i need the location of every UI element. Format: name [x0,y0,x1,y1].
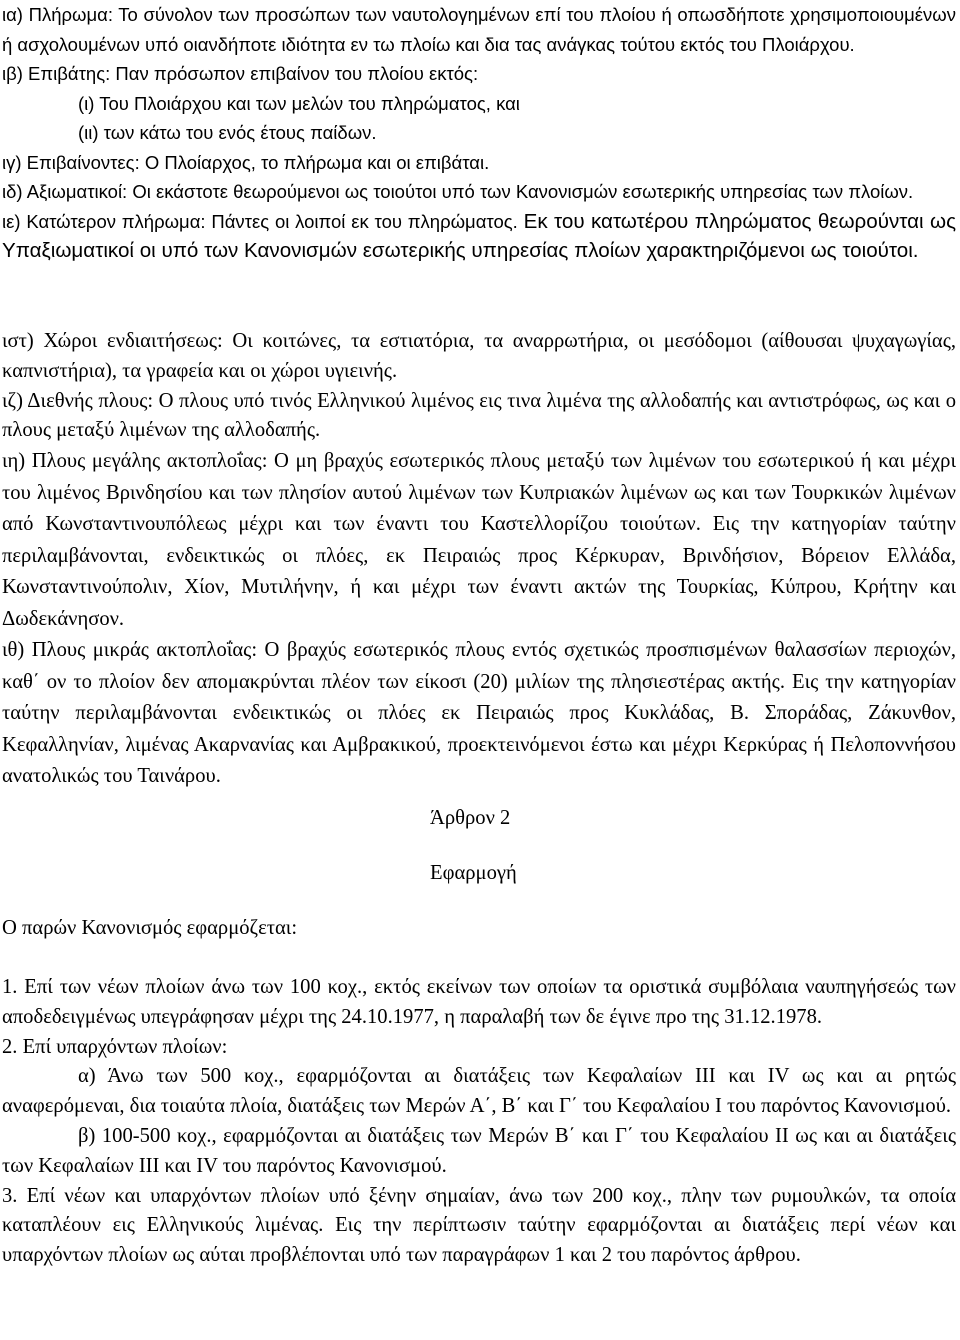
definition-ib-item-1: (ι) Του Πλοιάρχου και των μελών του πληρώματος, και [78,92,520,114]
article-intro: Ο παρών Κανονισμός εφαρμόζεται: [2,917,298,939]
item-2: 2. Επί υπαρχόντων πλοίων: [2,1035,228,1058]
definition-ith: ιθ) Πλους μικράς ακτοπλοΐας: Ο βραχύς εσωτερικός πλους εντός σχετικώς προσπισμένων θαλασσίων περιοχών, καθ΄ ον το πλοίον δεν απομακρύνται πλέον των είκοσι (20) μιλίων της πλησιεστέρας ακτής. Εις την κατηγορίαν ταύτην περιλαμβάνονται ενδεικτικώς οι πλόες εκ Πειραιώς προς Κυκλάδας, Β. Σποράδας, Ζάκυνθον, Κεφαλληνίαν, λιμένας Ακαρνανίας και Αμβρακικού, προεκτεινόμενοι έστω και μέχρι Κερκύρας ή Πελοποννήσου ανατολικώς του Ταινάρου. [2,639,956,788]
definition-ia: ια) Πλήρωμα: Το σύνολον των προσώπων των ναυτολογημένων επί του πλοίου ή οπωσδήποτε χρησιμοποιουμένων ή ασχολουμένων υπό οιανδήποτε ιδιότητα εν τω πλοίω και δια τας ανάγκας τούτου εκτός του Πλοιάρχου. [2,4,956,55]
definition-ie-part-b: Εκ του κατωτέρου πληρώματος θεωρούνται ως Υπαξιωματικοί οι υπό των Κανονισμών εσωτερικής υπηρεσίας πλοίων χαρακτηριζόμενοι ως τοιούτοι. [2,209,957,262]
item-2b: β) 100-500 κοχ., εφαρμόζονται αι διατάξεις των Μερών Β΄ και Γ΄ του Κεφαλαίου ΙΙ ως και αι διατάξεις των Κεφαλαίων ΙΙΙ και ΙV του παρόντος Κανονισμού. [2,1124,956,1177]
definitions-serif-block [2,327,956,793]
item-2a: α) Άνω των 500 κοχ., εφαρμόζονται αι διατάξεις των Κεφαλαίων ΙΙΙ και ΙV ως και αι ρητώς αναφερόμεναι, δια τοιαύτα πλοία, διατάξεις των Μερών Α΄, Β΄ και Γ΄ του Κεφαλαίου Ι του παρόντος Κανονισμού. [2,1065,956,1118]
article-title: Άρθρον 2 [430,807,511,829]
definition-ie [2,207,956,266]
definitions-sans-block [2,0,956,266]
article-subtitle: Εφαρμογή [430,862,517,884]
definition-ib: ιβ) Επιβάτης: Παν πρόσωπον επιβαίνον του πλοίου εκτός: [2,63,479,84]
definition-iz: ιζ) Διεθνής πλους: Ο πλους υπό τινός Ελληνικού λιμένος εις τινα λιμένα της αλλοδαπής και αντιστρόφως, ως και ο πλους μεταξύ λιμένων της αλλοδαπής. [2,389,956,442]
item-3: 3. Επί νέων και υπαρχόντων πλοίων υπό ξένην σημαίαν, άνω των 200 κοχ., πλην των ρυμουλκών, τα οποία καταπλέουν εις Ελληνικούς λιμένας. Εις την περίπτωσιν ταύτην εφαρμόζονται αι διατάξεις περί νέων και υπαρχόντων πλοίων ως αύται προβλέπονται υπό των παραγράφων 1 και 2 του παρόντος άρθρου. [2,1184,956,1267]
definition-ih: ιη) Πλους μεγάλης ακτοπλοΐας: Ο μη βραχύς εσωτερικός πλους μεταξύ των λιμένων του εσωτερικού ή και μέχρι του λιμένος Βρινδησίου και των πλησίον αυτού λιμένων των Κυπριακών λιμένων ως και των Τουρκικών λιμένων από Κωνσταντινουπόλεως μέχρι και των έναντι του Καστελλορίζου τοιούτων. Εις την κατηγορίαν ταύτην περιλαμβάνονται, ενδεικτικώς οι πλόες, εκ Πειραιώς προς Κέρκυραν, Βρινδήσιον, Βόρειον Ελλάδα, Κωνσταντινούπολιν, Χίον, Μυτιλήνην, ή και μέχρι των έναντι ακτών της Τουρκίας, Κύπρου, Κρήτην και Δωδεκάνησον. [2,450,956,630]
item-1: 1. Επί των νέων πλοίων άνω των 100 κοχ., εκτός εκείνων των οποίων τα οριστικά συμβόλαια ναυπηγήσεώς των αποδεδειγμένως υπεγράφησαν μέχρι της 24.10.1977, η παραλαβή των δε έγινε προ της 31.12.1978. [2,976,956,1028]
definition-ib-item-2: (ιι) των κάτω του ενός έτους παίδων. [78,122,377,143]
definition-ie-part-a: ιε) Κατώτερον πλήρωμα: Πάντες οι λοιποί εκ του πληρώματος. [2,210,518,232]
definition-ist: ιστ) Χώροι ενδιαιτήσεως: Οι κοιτώνες, τα εστιατόρια, τα αναρρωτήρια, οι μεσόδομοι (αίθουσαι ψυχαγωγίας, καπνιστήρια), τα γραφεία και οι χώροι υγιεινής. [2,330,956,382]
article-items-block [2,973,956,1271]
definition-ig: ιγ) Επιβαίνοντες: Ο Πλοίαρχος, το πλήρωμα και οι επιβάται. [2,151,490,173]
definition-id: ιδ) Αξιωματικοί: Οι εκάστοτε θεωρούμενοι ως τοιούτοι υπό των Κανονισμών εσωτερικής υπηρεσίας των πλοίων. [2,181,914,202]
